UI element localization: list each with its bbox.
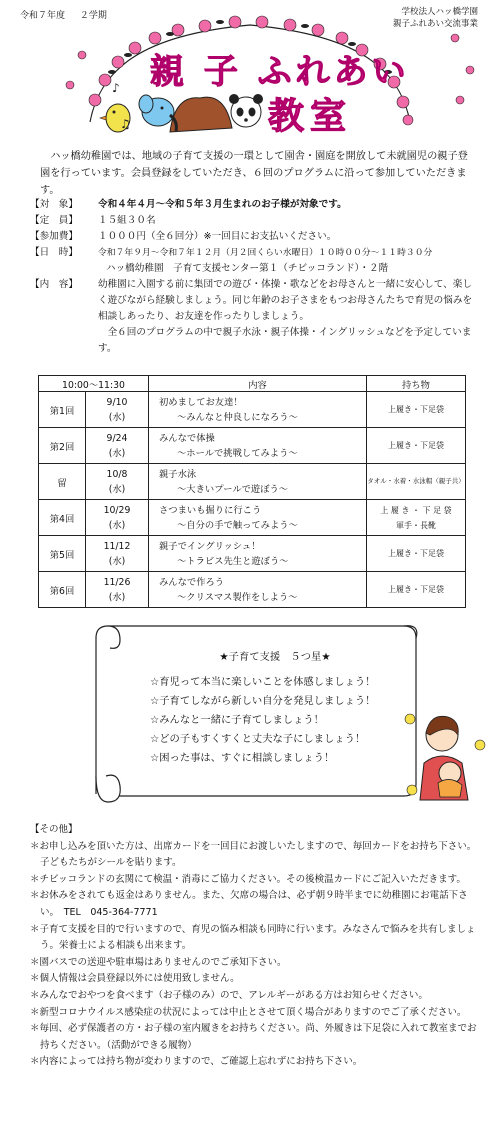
intro-paragraph: ハッ橋幼稚園では、地域の子育て支援の一環として園舎・園庭を開放して未就園児の親子登園を行っています。会員登録をしていただき、６回のプログラムに沿って参加していただきます。 xyxy=(40,151,468,196)
info-value: 令和７年９月～令和７年１２月（月２回くらい水曜日）１０時００分～１１時３０分 xyxy=(98,248,433,258)
schedule-table xyxy=(38,375,466,608)
info-row-fee xyxy=(30,229,480,245)
program-info xyxy=(30,197,480,357)
session-items: タオル・水着・水泳帽（親子共） xyxy=(367,464,466,500)
session-number: 第4回 xyxy=(39,500,86,536)
support-item: ☆困った事は、すぐに相談しましょう！ xyxy=(150,752,335,764)
info-value: 全６回のプログラムの中で親子水泳・親子体操・イングリッシュなどを予定しています。 xyxy=(98,327,472,354)
session-date: 9/10 (水) xyxy=(86,392,149,428)
note-item: ＊個人情報は会員登録以外には使用致しません。 xyxy=(30,973,240,985)
info-row-datetime xyxy=(30,245,480,277)
session-date: 10/8 (水) xyxy=(86,464,149,500)
session-date: 11/12 (水) xyxy=(86,536,149,572)
session-content: さつまいも掘りに行こう ～自分の手で触ってみよう～ xyxy=(149,500,367,536)
header-time: 10:00～11:30 xyxy=(39,376,149,392)
note-item: ＊みんなでおやつを食べます（お子様のみ）ので、アレルギーがある方はお知らせください。 xyxy=(30,989,428,1001)
org-name: 学校法人ハッ橋学園 xyxy=(401,7,478,17)
note-item: ＊お申し込みを頂いた方は、出席カードを一回目にお渡しいたしますので、毎回カードをお持ち下さい。子どもたちがシールを貼ります。 xyxy=(30,840,477,869)
info-label: 【日 時】 xyxy=(30,247,78,258)
support-item: ☆育児って本当に楽しいことを体感しましょう！ xyxy=(150,676,376,688)
note-item: ＊チビッコランドの玄関にて検温・消毒にご協力ください。その後検温カードにご記入いただきます。 xyxy=(30,873,466,885)
table-header-row xyxy=(39,376,466,392)
mother-and-baby-illustration xyxy=(400,705,490,805)
term-label: ２学期 xyxy=(79,11,107,21)
info-label: 【定 員】 xyxy=(30,215,78,226)
table-row xyxy=(39,392,466,428)
notes-heading: 【その他】 xyxy=(30,824,78,835)
session-items: 上履き・下足袋 xyxy=(367,392,466,428)
info-value: １０００円（全６回分）※一回目にお支払いください。 xyxy=(98,231,337,242)
session-date: 10/29 (水) xyxy=(86,500,149,536)
header-items: 持ち物 xyxy=(367,376,466,392)
session-items: 上 履 き ・ 下 足 袋 軍手・長靴 xyxy=(367,500,466,536)
note-item: ＊内容によっては持ち物が変わりますので、ご確認上忘れずにお持ち下さい。 xyxy=(30,1056,363,1068)
session-number: 留 xyxy=(39,464,86,500)
info-value: １５組３０名 xyxy=(98,215,156,226)
support-item: ☆子育てしながら新しい自分を発見しましょう！ xyxy=(150,695,376,707)
info-label: 【参加費】 xyxy=(30,231,78,242)
table-row xyxy=(39,464,466,500)
info-value: 令和４年４月～令和５年３月生まれのお子様が対象です。 xyxy=(98,199,347,210)
session-content: 初めましてお友達！ ～みんなと仲良しになろう～ xyxy=(149,392,367,428)
table-row xyxy=(39,572,466,608)
svg-text:♪: ♪ xyxy=(112,81,120,95)
info-row-target xyxy=(30,197,480,213)
header-content: 内容 xyxy=(149,376,367,392)
support-item: ☆どの子もすくすくと丈夫な子にしましょう！ xyxy=(150,733,366,745)
svg-text:♫: ♫ xyxy=(120,117,131,131)
session-items: 上履き・下足袋 xyxy=(367,428,466,464)
session-number: 第5回 xyxy=(39,536,86,572)
info-value: ハッ橋幼稚園 子育て支援センター第１（チビッコランド）・２階 xyxy=(106,263,389,274)
info-row-capacity xyxy=(30,213,480,229)
support-title: ★子育て支援 ５つ星★ xyxy=(219,651,331,663)
info-label: 【内 容】 xyxy=(30,279,78,290)
info-value: 幼稚園に入園する前に集団での遊び・体操・歌などをお母さんと一緒に安心して、楽しく遊びながら経験しましょう。同じ年齢のお子さまをもつお母さんたちで育児の悩みを相談しあったり、お友達を作ったりしましょう。 xyxy=(98,279,473,322)
info-row-content xyxy=(30,277,480,357)
era-label: 令和７年度 xyxy=(20,11,66,21)
note-item: ＊お休みをされても返金はありません。また、欠席の場合は、必ず朝９時半までに幼稚園にお電話下さい。 TEL 045-364-7771 xyxy=(30,890,468,918)
session-number: 第2回 xyxy=(39,428,86,464)
table-row xyxy=(39,428,466,464)
session-number: 第1回 xyxy=(39,392,86,428)
tree-stump-icon xyxy=(170,97,232,132)
note-item: ＊毎回、必ず保護者の方・お子様の室内履きをお持ちください。尚、外履きは下足袋に入れて教室までお持ちください。（活動ができる履物） xyxy=(30,1023,477,1051)
note-item: ＊園バスでの送迎や駐車場はありませんのでご承知下さい。 xyxy=(30,956,287,968)
session-date: 9/24 (水) xyxy=(86,428,149,464)
table-row xyxy=(39,500,466,536)
note-item: ＊新型コロナウイルス感染症の状況によっては中止とさせて頂く場合がありますのでご了承ください。 xyxy=(30,1006,467,1018)
session-date: 11/26 (水) xyxy=(86,572,149,608)
org-program: 親子ふれあい交流事業 xyxy=(392,19,478,29)
session-items: 上履き・下足袋 xyxy=(367,572,466,608)
session-content: みんなで作ろう ～クリスマス製作をしよう～ xyxy=(149,572,367,608)
page-title-line2: 教室 xyxy=(268,96,353,137)
table-row xyxy=(39,536,466,572)
support-stars xyxy=(150,648,410,768)
panda-icon xyxy=(229,94,263,127)
other-notes xyxy=(30,822,480,1071)
support-item: ☆みんなと一緒に子育てしましょう！ xyxy=(150,714,324,726)
session-items: 上履き・下足袋 xyxy=(367,536,466,572)
info-label: 【対 象】 xyxy=(30,199,78,210)
page-title-line1: 親 子 ふれあい xyxy=(150,52,410,92)
note-item: ＊子育て支援を目的で行いますので、育児の悩み相談も同時に行います。みなさんで悩みを共有しましょう。栄養士による相談も出来ます。 xyxy=(30,923,476,952)
session-content: みんなで体操 ～ホールで挑戦してみよう～ xyxy=(149,428,367,464)
session-content: 親子でイングリッシュ！ ～トラビス先生と遊ぼう～ xyxy=(149,536,367,572)
session-number: 第6回 xyxy=(39,572,86,608)
session-content: 親子水泳 ～大きいプールで遊ぼう～ xyxy=(149,464,367,500)
